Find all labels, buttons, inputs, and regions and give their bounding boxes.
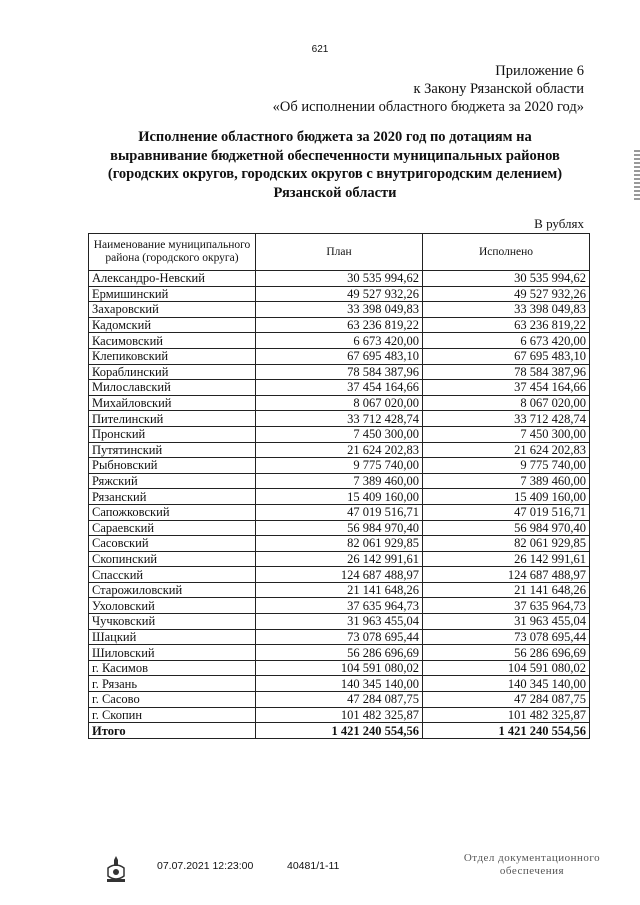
cell-name: Пителинский xyxy=(89,411,256,427)
cell-name: г. Сасово xyxy=(89,692,256,708)
cell-name: Чучковский xyxy=(89,614,256,630)
cell-name: Сапожковский xyxy=(89,504,256,520)
page-number: 621 xyxy=(311,44,329,55)
cell-executed: 78 584 387,96 xyxy=(423,364,590,380)
table-row xyxy=(89,504,590,520)
footer-doc-number: 40481/1-11 xyxy=(287,860,340,872)
cell-executed: 1 421 240 554,56 xyxy=(423,723,590,739)
cell-plan: 6 673 420,00 xyxy=(256,333,423,349)
cell-executed: 21 624 202,83 xyxy=(423,442,590,458)
cell-plan: 101 482 325,87 xyxy=(256,707,423,723)
cell-executed: 37 454 164,66 xyxy=(423,380,590,396)
cell-executed: 104 591 080,02 xyxy=(423,660,590,676)
cell-executed: 49 527 932,26 xyxy=(423,286,590,302)
budget-table xyxy=(88,233,590,739)
table-row xyxy=(89,317,590,333)
cell-name: Кадомский xyxy=(89,317,256,333)
units-label: В рублях xyxy=(534,216,584,231)
cell-plan: 37 454 164,66 xyxy=(256,380,423,396)
cell-executed: 63 236 819,22 xyxy=(423,317,590,333)
cell-executed: 140 345 140,00 xyxy=(423,676,590,692)
cell-executed: 67 695 483,10 xyxy=(423,348,590,364)
cell-executed: 33 398 049,83 xyxy=(423,302,590,318)
stamp-line-1: Отдел документационного xyxy=(463,852,601,864)
table-row xyxy=(89,536,590,552)
cell-plan: 33 398 049,83 xyxy=(256,302,423,318)
cell-name: Александро-Невский xyxy=(89,271,256,287)
cell-executed: 6 673 420,00 xyxy=(423,333,590,349)
table-row xyxy=(89,348,590,364)
cell-plan: 63 236 819,22 xyxy=(256,317,423,333)
header-name: Наименование муниципального района (городского округа) xyxy=(89,234,256,271)
cell-name: г. Скопин xyxy=(89,707,256,723)
table-row xyxy=(89,286,590,302)
cell-name: Спасский xyxy=(89,567,256,583)
cell-plan: 47 019 516,71 xyxy=(256,504,423,520)
cell-executed: 31 963 455,04 xyxy=(423,614,590,630)
cell-name: Ермишинский xyxy=(89,286,256,302)
table-row xyxy=(89,473,590,489)
cell-plan: 47 284 087,75 xyxy=(256,692,423,708)
cell-name: Итого xyxy=(89,723,256,739)
cell-executed: 101 482 325,87 xyxy=(423,707,590,723)
table-row xyxy=(89,271,590,287)
cell-plan: 82 061 929,85 xyxy=(256,536,423,552)
table-row xyxy=(89,676,590,692)
cell-executed: 7 450 300,00 xyxy=(423,426,590,442)
table-body xyxy=(89,271,590,739)
cell-name: Сасовский xyxy=(89,536,256,552)
table-row xyxy=(89,302,590,318)
cell-name: Михайловский xyxy=(89,395,256,411)
cell-executed: 56 984 970,40 xyxy=(423,520,590,536)
table-row xyxy=(89,645,590,661)
table-row xyxy=(89,333,590,349)
cell-plan: 140 345 140,00 xyxy=(256,676,423,692)
table-row xyxy=(89,692,590,708)
cell-plan: 104 591 080,02 xyxy=(256,660,423,676)
table-total-row xyxy=(89,723,590,739)
table-row xyxy=(89,598,590,614)
table-row xyxy=(89,395,590,411)
cell-plan: 30 535 994,62 xyxy=(256,271,423,287)
table-row xyxy=(89,520,590,536)
cell-plan: 26 142 991,61 xyxy=(256,551,423,567)
cell-plan: 31 963 455,04 xyxy=(256,614,423,630)
appendix-line-2: к Закону Рязанской области xyxy=(413,81,584,97)
cell-name: Рязанский xyxy=(89,489,256,505)
cell-name: Ухоловский xyxy=(89,598,256,614)
cell-executed: 8 067 020,00 xyxy=(423,395,590,411)
cell-plan: 49 527 932,26 xyxy=(256,286,423,302)
cell-name: Сараевский xyxy=(89,520,256,536)
cell-plan: 33 712 428,74 xyxy=(256,411,423,427)
table-header-row xyxy=(89,234,590,271)
cell-plan: 78 584 387,96 xyxy=(256,364,423,380)
cell-executed: 15 409 160,00 xyxy=(423,489,590,505)
cell-name: Ряжский xyxy=(89,473,256,489)
table-row xyxy=(89,411,590,427)
table-row xyxy=(89,551,590,567)
cell-executed: 37 635 964,73 xyxy=(423,598,590,614)
table-row xyxy=(89,442,590,458)
cell-plan: 7 389 460,00 xyxy=(256,473,423,489)
table-row xyxy=(89,426,590,442)
cell-plan: 9 775 740,00 xyxy=(256,458,423,474)
cell-plan: 7 450 300,00 xyxy=(256,426,423,442)
cell-plan: 73 078 695,44 xyxy=(256,629,423,645)
cell-name: Старожиловский xyxy=(89,582,256,598)
cell-executed: 21 141 648,26 xyxy=(423,582,590,598)
appendix-line-1: Приложение 6 xyxy=(495,63,584,79)
header-executed: Исполнено xyxy=(423,234,590,271)
cell-executed: 47 019 516,71 xyxy=(423,504,590,520)
cell-executed: 124 687 488,97 xyxy=(423,567,590,583)
scan-edge-mark xyxy=(634,150,640,200)
cell-plan: 124 687 488,97 xyxy=(256,567,423,583)
appendix-header xyxy=(273,62,584,116)
table-row xyxy=(89,660,590,676)
table-row xyxy=(89,364,590,380)
table-row xyxy=(89,707,590,723)
footer-datetime: 07.07.2021 12:23:00 xyxy=(157,860,254,872)
table-row xyxy=(89,458,590,474)
table-row xyxy=(89,567,590,583)
document-title: Исполнение областного бюджета за 2020 год по дотациям на выравнивание бюджетной обеспеченности муниципальных районов (городских округов, городских округов с внутригородским делением) Рязанской области xyxy=(107,129,563,201)
cell-executed: 26 142 991,61 xyxy=(423,551,590,567)
cell-executed: 82 061 929,85 xyxy=(423,536,590,552)
department-stamp xyxy=(452,852,612,878)
table-row xyxy=(89,614,590,630)
cell-executed: 9 775 740,00 xyxy=(423,458,590,474)
cell-plan: 8 067 020,00 xyxy=(256,395,423,411)
cell-name: Милославский xyxy=(89,380,256,396)
cell-name: г. Касимов xyxy=(89,660,256,676)
cell-name: Кораблинский xyxy=(89,364,256,380)
cell-executed: 30 535 994,62 xyxy=(423,271,590,287)
cell-plan: 21 624 202,83 xyxy=(256,442,423,458)
table-row xyxy=(89,380,590,396)
cell-plan: 67 695 483,10 xyxy=(256,348,423,364)
stamp-line-2: обеспечения xyxy=(499,865,565,877)
cell-name: Касимовский xyxy=(89,333,256,349)
cell-plan: 21 141 648,26 xyxy=(256,582,423,598)
cell-name: Шиловский xyxy=(89,645,256,661)
cell-plan: 15 409 160,00 xyxy=(256,489,423,505)
cell-plan: 56 286 696,69 xyxy=(256,645,423,661)
cell-plan: 56 984 970,40 xyxy=(256,520,423,536)
cell-name: Путятинский xyxy=(89,442,256,458)
emblem-icon xyxy=(104,854,128,884)
table-row xyxy=(89,489,590,505)
cell-executed: 56 286 696,69 xyxy=(423,645,590,661)
cell-name: Клепиковский xyxy=(89,348,256,364)
cell-plan: 37 635 964,73 xyxy=(256,598,423,614)
table-row xyxy=(89,629,590,645)
cell-executed: 33 712 428,74 xyxy=(423,411,590,427)
cell-name: Рыбновский xyxy=(89,458,256,474)
cell-name: Скопинский xyxy=(89,551,256,567)
appendix-line-3: «Об исполнении областного бюджета за 2020 год» xyxy=(272,99,584,115)
cell-plan: 1 421 240 554,56 xyxy=(256,723,423,739)
cell-name: Пронский xyxy=(89,426,256,442)
cell-name: Захаровский xyxy=(89,302,256,318)
cell-executed: 7 389 460,00 xyxy=(423,473,590,489)
cell-executed: 47 284 087,75 xyxy=(423,692,590,708)
table-row xyxy=(89,582,590,598)
cell-executed: 73 078 695,44 xyxy=(423,629,590,645)
header-plan: План xyxy=(256,234,423,271)
cell-name: Шацкий xyxy=(89,629,256,645)
cell-name: г. Рязань xyxy=(89,676,256,692)
